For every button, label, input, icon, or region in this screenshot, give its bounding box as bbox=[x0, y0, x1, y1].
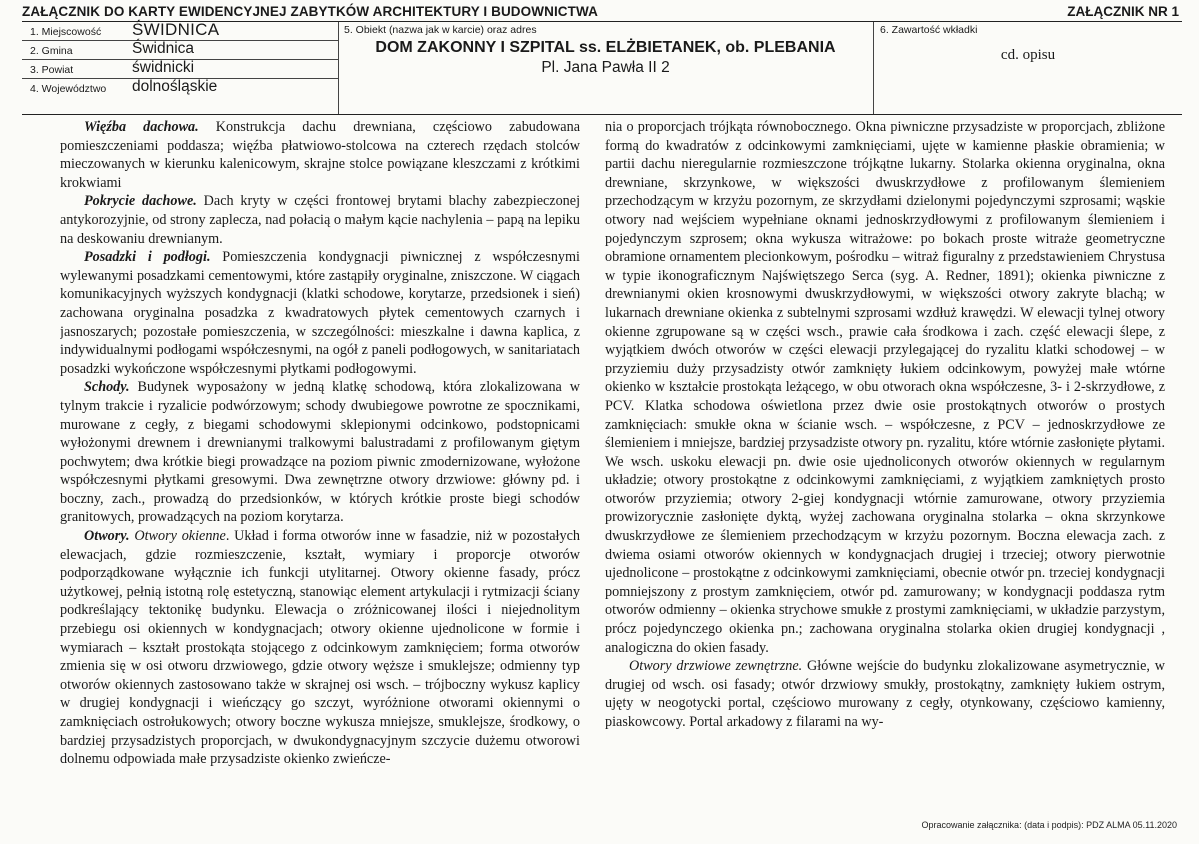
paragraph-drzwi bbox=[605, 657, 1165, 731]
subsection-heading: Otwory drzwiowe zewnętrzne. bbox=[629, 658, 803, 675]
left-column bbox=[60, 118, 580, 808]
wojewodztwo-label: 4. Województwo bbox=[30, 83, 107, 95]
paragraph-text: Pomieszczenia kondygnacji piwnicznej z współczesnymi wylewanymi posadzkami cementowymi, które zastąpiły oryginalne, zniszczone. W ciągach komunikacyjnych wyższych kondygnacji (klatki schodowe, korytarze, przedsionek i sień) zachowana oryginalna posadzka z kwadratowych płytek cementowych czarnych i jasnoszarych; pozostałe pomieszczenia, w szczególności: mieszkalne i dawna kaplica, z indywidualnymi podłogami współczesnymi, na ogół z paneli podłogowych, w sanitariatach posadzki wykończone współczesnymi płytkami podłogowymi. bbox=[60, 249, 580, 377]
paragraph-posadzki bbox=[60, 248, 580, 378]
miejscowosc-value: ŚWIDNICA bbox=[132, 20, 220, 39]
wojewodztwo-value: dolnośląskie bbox=[132, 78, 218, 95]
gmina-value: Świdnica bbox=[132, 40, 195, 57]
paragraph-text: nia o proporcjach trójkąta równobocznego. Okna piwniczne przysadziste w proporcjach, zbliżone formą do kwadratów z odcinkowymi zamknięciami, ujęte w kamienne płaskie obramienia; w partii dachu nieregularnie rozmieszczone trójkątne lukarny. Stolarka okienna oryginalna, okna drewniane, skrzynkowe, w większości dwuskrzydłowe z profilowanym ślemieniem przechodzącym w krzyżu pozornym, ze skrzydłami dzielonymi pojedynczymi szprosami; wąskie otwory nad wejściem wypełniane oknami jednoskrzydłowymi z profilowanym ślemieniem i pojedynczym szprosem; okna wykusza witrażowe: po bokach proste witraże geometryczne obramione ornamentem plecionkowym, pośrodku – witraż figuralny z przedstawieniem Chrystusa w typie ikonograficznym Najświętszego Serca (syg. A. Redner, 1891); okienka piwniczne z drewnianymi okien krosnowymi dwuskrzydłowymi, w większości otwory zakryte blachą; w lukarnach drewniane okienka z subtelnymi szprosami wzdłuż krawędzi. W elewacji tylnej otwory okienne zgrupowane są w części wsch., prawie cała środkowa i zach. część elewacji ślepe, z wyjątkiem dwóch otworów w części elewacji przylegającej do ryzalitu klatki schodowej – w przyziemiu duży przysadzisty otwór zamknięty łukiem odcinkowym, powyżej małe wtórne okienko w kształcie prostokąta leżącego, w obu otworach okna współczesne, 3- i 2-skrzydłowe, z PCV. Klatka schodowa oświetlona przez dwie osie prostokątnych otworów o prostych zamknięciach: smukłe okna w ścianie wsch. – współczesne, z PCV – jednoskrzydłowe ze ślemieniem i mniejsze, bardziej przysadziste otwory pn. ryzalitu, które wtórnie zasłonięte płytami. We wsch. uskoku elewacji pn. dwie osie ujednoliconych otworów okiennych w regularnym układzie; otwory prostokątne z odcinkowymi zamknięciami, z wyjątkiem zamkniętych prosto otworów przyziemia; otwory 2-giej kondygnacji wtórnie zamurowane, otwory przyziemia prowizorycznie zasłonięte dyktą, wyżej zachowana oryginalna stolarka – okna skrzynkowe dwuskrzydłowe ze ślemieniem przechodzącym w krzyżu pozornym. Boczna elewacja zach. z dwiema osiami otworów okiennych w kondygnacjach drugiej i trzeciej; otwory pierwotnie ujednolicone – prostokątne z odcinkowymi zamknięciami, obecnie otwór pn. trzeciej kondygnacji pomniejszony z prostym zamknięciem, otwór pd. zamurowany; w kondygnacji poddasza rytm otworów odmienny – okienka strychowe smukłe z prostymi zamknięciami, w układzie parzystym, prócz pojedynczego okienka pn.; zachowana oryginalna stolarka okien drugiej kondygnacji , analogiczna do okien fasady. bbox=[605, 119, 1165, 656]
object-field bbox=[338, 22, 874, 114]
paragraph-text: Budynek wyposażony w jedną klatkę schodową, która zlokalizowana w tylnym trakcie i ryzalicie podwórzowym; schody dwubiegowe powrotne ze spocznikami, murowane z cegły, z biegami schodowymi sklepionymi odcinkowo, podstopnicami wyłożonymi drewnem i drewnianymi tralkowymi balustradami z profilowanym giętym pochwytem; dwa krótkie biegi prowadzące na poziom piwnic zmodernizowane, wyłożone współczesnymi płytkami gresowymi. Dwa zewnętrzne otwory drzwiowe: główny pd. i boczny, zach., prowadzą do przedsionków, w których krótkie proste biegi schodów granitowych, prowadzących na poziom korytarza. bbox=[60, 379, 580, 526]
paragraph-otwory-cont bbox=[605, 118, 1165, 657]
section-heading: Pokrycie dachowe. bbox=[84, 193, 197, 210]
section-heading: Otwory. bbox=[84, 528, 130, 545]
paragraph-wiezba bbox=[60, 118, 580, 192]
content-value: cd. opisu bbox=[1000, 47, 1056, 63]
right-column bbox=[605, 118, 1165, 808]
section-heading: Więźba dachowa. bbox=[84, 119, 199, 135]
paragraph-schody bbox=[60, 378, 580, 527]
field-wojewodztwo bbox=[22, 79, 338, 97]
paragraph-pokrycie bbox=[60, 192, 580, 248]
object-address: Pl. Jana Pawła II 2 bbox=[541, 59, 670, 76]
paragraph-otwory bbox=[60, 527, 580, 769]
miejscowosc-label: 1. Miejscowość bbox=[30, 26, 102, 38]
gmina-label: 2. Gmina bbox=[30, 45, 73, 57]
prepared-by-footer: Opracowanie załącznika: (data i podpis): PDZ ALMA 05.11.2020 bbox=[921, 820, 1177, 830]
field-miejscowosc bbox=[22, 22, 338, 41]
object-name: DOM ZAKONNY I SZPITAL ss. ELŻBIETANEK, ob. PLEBANIA bbox=[375, 39, 836, 56]
field-gmina bbox=[22, 41, 338, 60]
paragraph-text: Główne wejście do budynku zlokalizowane asymetrycznie, w drugiej od wsch. osi fasady; otwór drzwiowy smukły, prostokątny, zamknięty łukiem ostrym, ujęty w neogotycki portal, częściowo murowany z cegły, otynkowany, częściowo kamienny, piaskowcowy. Portal arkadowy z filarami na wy- bbox=[605, 658, 1165, 730]
object-label: 5. Obiekt (nazwa jak w karcie) oraz adres bbox=[344, 24, 537, 36]
paragraph-text: Dach kryty w części frontowej brytami blachy zabezpieczonej antykorozyjnie, od strony zaplecza, nad połacią o małym kącie nachylenia – papą na lepiku na deskowaniu drewnianym. bbox=[60, 193, 580, 247]
location-fields bbox=[22, 22, 339, 114]
content-field bbox=[874, 22, 1182, 114]
header-table bbox=[22, 21, 1182, 115]
section-heading: Schody. bbox=[84, 379, 130, 396]
paragraph-text: Konstrukcja dachu drewniana, częściowo zabudowana pomieszczeniami poddasza; więźba płatwiowo-stolcowa na czterech rzędach stolców mieczowanych w kierunku kalenicowym, skrajne stolce powiązane kleszczami z krótkimi krokwiami bbox=[60, 119, 580, 191]
paragraph-text: . Układ i forma otworów inne w fasadzie, niż w pozostałych elewacjach, gdzie rozmieszczenie, kształt, wymiary i proporcje otworów podporządkowane wyłącznie ich funkcji utylitarnej. Otwory okienne fasady, prócz użytkowej, pełnią istotną rolę estetyczną, stanowiąc element artykulacji i rytmizacji ściany podkreślający tektonikę budynku. Elewacja o zróżnicowanej ilości i niejednolitym przebiegu osi okiennych w kondygnacjach; otwory okienne ujednolicone w formie i wymiarach – kształt prostokąta stojącego z odcinkowym zamknięciem; forma otworów zmienia się w osi otworu drzwiowego, gdzie otwory węższe i smuklejsze; odmienny typ otworów okiennych zastosowano także w skrajnej osi wsch. – trójboczny wykusz kaplicy w drugiej kondygnacji i wieńczący go szczyt, wyróżnione otworami okiennymi o zamknięciach ostrołukowych; otwory boczne wykusza mniejsze, smuklejsze, środkowy, o bardziej przysadzistych proporcjach, w dwukondygnacyjnym szczycie dużemu otworowi dolnemu odpowiada małe przysadziste okienko zwieńcze- bbox=[60, 528, 580, 768]
subsection-heading: Otwory okienne bbox=[129, 528, 226, 545]
content-label: 6. Zawartość wkładki bbox=[880, 24, 978, 36]
field-powiat bbox=[22, 60, 338, 79]
powiat-label: 3. Powiat bbox=[30, 64, 74, 76]
section-heading: Posadzki i podłogi. bbox=[84, 249, 211, 266]
description-body bbox=[60, 118, 1180, 808]
powiat-value: świdnicki bbox=[132, 59, 195, 76]
document-title: ZAŁĄCZNIK DO KARTY EWIDENCYJNEJ ZABYTKÓW ARCHITEKTURY I BUDOWNICTWA bbox=[22, 4, 598, 19]
attachment-number: ZAŁĄCZNIK NR 1 bbox=[1067, 4, 1179, 19]
